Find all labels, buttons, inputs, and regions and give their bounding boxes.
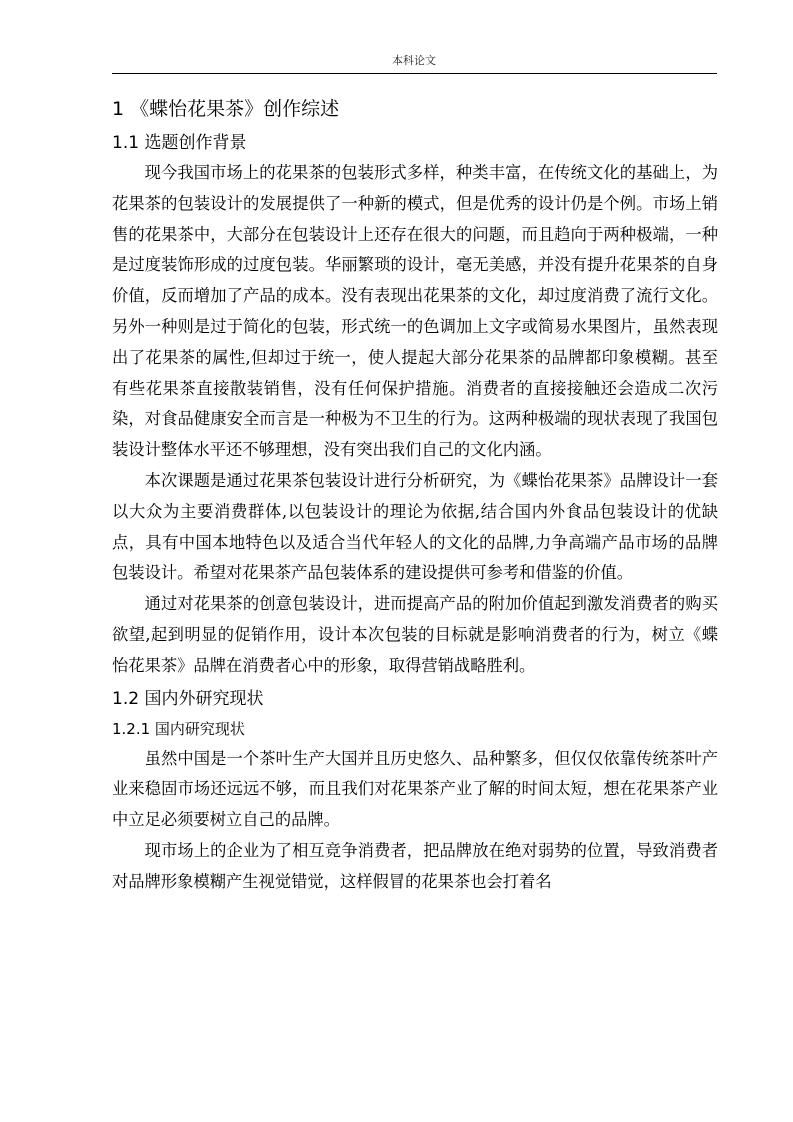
section-heading-1-1: 1.1 选题创作背景 bbox=[112, 133, 247, 153]
paragraph: 虽然中国是一个茶叶生产大国并且历史悠久、品种繁多，但仅仅依靠传统茶叶产业来稳固市场还远远不够，而且我们对花果茶产业了解的时间太短，想在花果茶产业中立足必须要树立自己的品牌。 bbox=[112, 748, 718, 830]
document-body bbox=[112, 92, 718, 898]
paragraph: 本次课题是通过花果茶包装设计进行分析研究，为《蝶怡花果茶》品牌设计一套以大众为主要消费群体,以包装设计的理论为依据,结合国内外食品包装设计的优缺点，具有中国本地特色以及适合当代年轻人的文化的品牌,力争高端产品市场的品牌包装设计。希望对花果茶产品包装体系的建设提供可参考和借鉴的价值。 bbox=[112, 470, 718, 583]
paragraph: 通过对花果茶的创意包装设计，进而提高产品的附加价值起到激发消费者的购买欲望,起到明显的促销作用，设计本次包装的目标就是影响消费者的行为，树立《蝶怡花果茶》品牌在消费者心中的形象，取得营销战略胜利。 bbox=[112, 594, 718, 675]
header-divider bbox=[112, 73, 717, 74]
paragraph: 现今我国市场上的花果茶的包装形式多样，种类丰富，在传统文化的基础上，为花果茶的包装设计的发展提供了一种新的模式，但是优秀的设计仍是个例。市场上销售的花果茶中，大部分在包装设计上还存在很大的问题，而且趋向于两种极端，一种是过度装饰形成的过度包装。华丽繁琐的设计，毫无美感，并没有提升花果茶的自身价值，反而增加了产品的成本。没有表现出花果茶的文化，却过度消费了流行文化。另外一种则是过于简化的包装，形式统一的色调加上文字或简易水果图片，虽然表现出了花果茶的属性,但却过于统一，使人提起大部分花果茶的品牌都印象模糊。甚至有些花果茶直接散装销售，没有任何保护措施。消费者的直接接触还会造成二次污染，对食品健康安全而言是一种极为不卫生的行为。这两种极端的现状表现了我国包装设计整体水平还不够理想，没有突出我们自己的文化内涵。 bbox=[112, 163, 718, 460]
section-heading-1-2: 1.2 国内外研究现状 bbox=[112, 688, 264, 709]
section-heading-1: 1 《蝶怡花果茶》创作综述 bbox=[112, 98, 340, 120]
paragraph: 现市场上的企业为了相互竞争消费者，把品牌放在绝对弱势的位置，导致消费者对品牌形象模糊产生视觉错觉，这样假冒的花果茶也会打着名 bbox=[112, 840, 718, 891]
section-heading-1-2-1: 1.2.1 国内研究现状 bbox=[112, 719, 245, 738]
page-header: 本科论文 bbox=[392, 54, 436, 67]
